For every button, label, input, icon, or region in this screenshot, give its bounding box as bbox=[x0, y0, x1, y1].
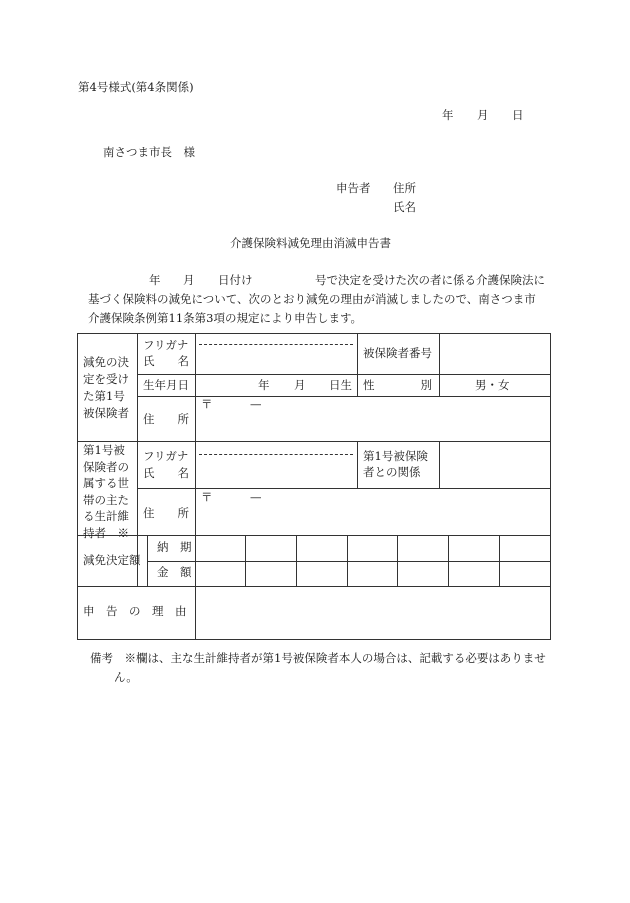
amount-label: 金 額 bbox=[157, 565, 192, 579]
birthdate-label: 生年月日 bbox=[143, 378, 189, 392]
sex-value: 男・女 bbox=[475, 378, 510, 392]
intro-month: 月 bbox=[183, 273, 195, 287]
insured-section-label: 減免の決 定を受け た第1号 被保険者 bbox=[83, 355, 129, 420]
applicant-address-label: 住所 bbox=[393, 181, 416, 195]
insured-number-label: 被保険者番号 bbox=[363, 346, 432, 360]
household-name-label: 氏 名 bbox=[143, 466, 189, 480]
intro-line1-rest: 号で決定を受けた次の者に係る介護保険法に bbox=[315, 273, 545, 287]
note-line2: ん。 bbox=[114, 670, 138, 684]
date-month-label: 月 bbox=[477, 108, 489, 122]
household-address-label: 住 所 bbox=[143, 506, 189, 520]
household-furigana-label: フリガナ bbox=[143, 449, 189, 463]
applicant-name-label: 氏名 bbox=[393, 200, 416, 214]
household-postal-dash: — bbox=[250, 490, 262, 504]
applicant-label: 申告者 bbox=[336, 181, 371, 195]
sex-label: 性 別 bbox=[363, 378, 432, 392]
birth-month-label: 月 bbox=[294, 378, 306, 392]
payment-period-label: 納 期 bbox=[157, 540, 192, 554]
address-label: 住 所 bbox=[143, 412, 189, 426]
document-title: 介護保険料減免理由消滅申告書 bbox=[230, 236, 391, 250]
furigana-dashed-line bbox=[199, 344, 353, 345]
intro-year: 年 bbox=[149, 273, 161, 287]
date-day-label: 日 bbox=[512, 108, 524, 122]
birth-year-label: 年 bbox=[258, 378, 270, 392]
relation-label: 第1号被保険 者との関係 bbox=[363, 449, 428, 479]
date-year-label: 年 bbox=[442, 108, 454, 122]
intro-line2: 基づく保険料の減免について、次のとおり減免の理由が消滅しましたので、南さつま市 bbox=[88, 292, 536, 306]
birth-day-label: 日生 bbox=[329, 378, 352, 392]
declaration-form-table bbox=[77, 333, 551, 640]
reason-label: 申 告 の 理 由 bbox=[83, 604, 187, 618]
note-line1: 備考 ※欄は、主な生計維持者が第1号被保険者本人の場合は、記載する必要はありませ bbox=[90, 651, 546, 665]
intro-line3: 介護保険条例第11条第3項の規定により申告します。 bbox=[88, 311, 363, 325]
household-postal-mark: 〒 bbox=[201, 490, 213, 504]
reduction-amount-label: 減免決定額 bbox=[83, 553, 141, 567]
intro-dated: 日付け bbox=[218, 273, 253, 287]
postal-dash: — bbox=[250, 397, 262, 411]
household-section-label: 第1号被 保険者の 属する世 帯の主た る生計維 持者 ※ bbox=[83, 443, 129, 540]
addressee: 南さつま市長 様 bbox=[103, 145, 195, 159]
household-furigana-dashed-line bbox=[199, 454, 353, 455]
name-label: 氏 名 bbox=[143, 354, 189, 368]
form-number: 第4号様式(第4条関係) bbox=[78, 80, 194, 94]
postal-mark: 〒 bbox=[201, 397, 213, 411]
furigana-label: フリガナ bbox=[143, 338, 189, 352]
